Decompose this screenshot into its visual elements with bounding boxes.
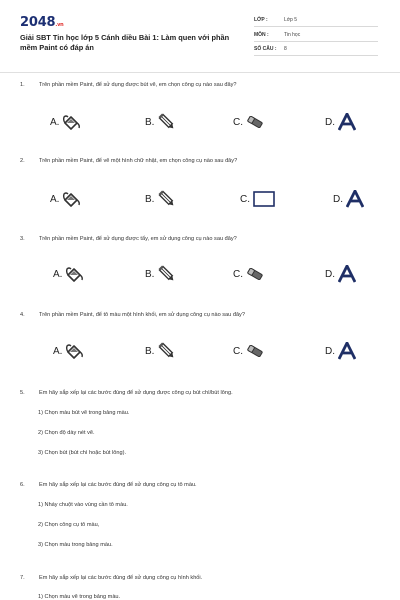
site-logo[interactable]: 2048.vn bbox=[20, 15, 64, 30]
text-icon bbox=[346, 190, 364, 208]
paint-bucket-icon bbox=[62, 191, 82, 207]
q1-option-d[interactable]: D. bbox=[325, 112, 356, 132]
paint-bucket-icon bbox=[62, 114, 82, 130]
q6-step-2: 2) Chọn công cụ tô màu, bbox=[38, 522, 100, 528]
q5-step-2: 2) Chọn độ dày nét vẽ. bbox=[38, 430, 95, 436]
q1-option-c[interactable]: C. bbox=[233, 112, 264, 132]
page-title: Giải SBT Tin học lớp 5 Cánh diều Bài 1: Làm quen với phần mềm Paint có đáp án bbox=[20, 33, 230, 52]
meta-question-count: SỐ CÂU : 8 bbox=[254, 45, 378, 56]
text-icon bbox=[338, 113, 356, 131]
q2-option-d[interactable]: D. bbox=[333, 189, 364, 209]
pencil-icon bbox=[157, 265, 177, 283]
pencil-icon bbox=[157, 342, 177, 360]
q4-option-d[interactable]: D. bbox=[325, 341, 356, 361]
q2-option-c[interactable]: C. bbox=[240, 189, 275, 209]
eraser-icon bbox=[246, 345, 264, 357]
pencil-icon bbox=[157, 113, 177, 131]
q5-step-3: 3) Chọn bút (bút chì hoặc bút lông). bbox=[38, 450, 127, 456]
q1-option-b[interactable]: B. bbox=[145, 112, 177, 132]
paint-bucket-icon bbox=[65, 343, 85, 359]
meta-grade: LỚP : Lớp 5 bbox=[254, 16, 378, 27]
q4-option-c[interactable]: C. bbox=[233, 341, 264, 361]
q3-option-a[interactable]: A. bbox=[53, 264, 85, 284]
eraser-icon bbox=[246, 268, 264, 280]
q4-option-b[interactable]: B. bbox=[145, 341, 177, 361]
q4-option-a[interactable]: A. bbox=[53, 341, 85, 361]
q7-step-1: 1) Chọn màu vẽ trong bảng màu. bbox=[38, 594, 121, 600]
q6-step-1: 1) Nháy chuột vào vùng cần tô màu. bbox=[38, 502, 128, 508]
paint-bucket-icon bbox=[65, 266, 85, 282]
q3-option-c[interactable]: C. bbox=[233, 264, 264, 284]
q2-option-b[interactable]: B. bbox=[145, 189, 177, 209]
q6-step-3: 3) Chọn màu trong bảng màu. bbox=[38, 542, 113, 548]
header-divider bbox=[0, 72, 400, 73]
text-icon bbox=[338, 342, 356, 360]
rectangle-icon bbox=[253, 191, 275, 207]
page-header bbox=[0, 0, 400, 64]
q3-option-d[interactable]: D. bbox=[325, 264, 356, 284]
q1-option-a[interactable]: A. bbox=[50, 112, 82, 132]
text-icon bbox=[338, 265, 356, 283]
pencil-icon bbox=[157, 190, 177, 208]
meta-subject: MÔN : Tin học bbox=[254, 31, 378, 42]
q2-option-a[interactable]: A. bbox=[50, 189, 82, 209]
eraser-icon bbox=[246, 116, 264, 128]
q5-step-1: 1) Chọn màu bút vẽ trong bảng màu. bbox=[38, 410, 130, 416]
q3-option-b[interactable]: B. bbox=[145, 264, 177, 284]
